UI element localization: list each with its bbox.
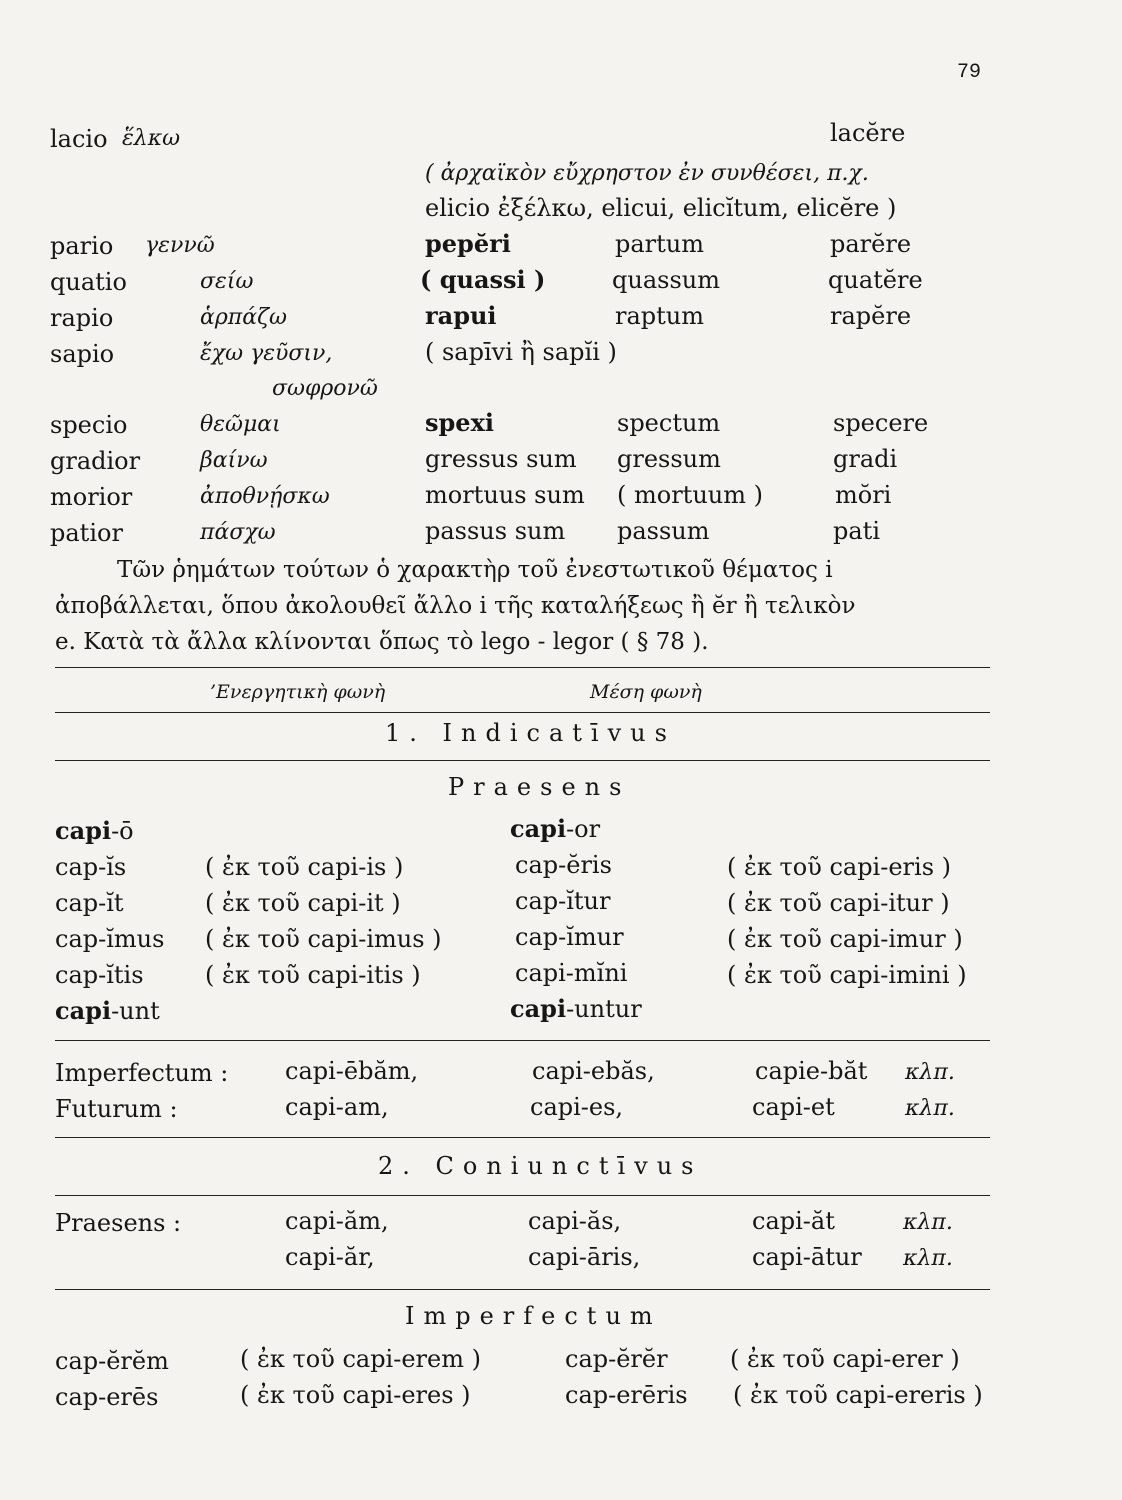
imperfectum-form: capi-ēbăm, bbox=[285, 1057, 419, 1085]
active-note: ( ἐκ τοῦ capi-imus ) bbox=[205, 925, 442, 953]
verb-infinitive: lacĕre bbox=[830, 119, 906, 147]
divider bbox=[55, 712, 990, 713]
verb-greek: βαίνω bbox=[200, 448, 268, 473]
active-note: ( ἐκ τοῦ capi-erem ) bbox=[240, 1345, 481, 1373]
verb-perfect: rapui bbox=[425, 301, 497, 330]
conj-form: capi-ăr, bbox=[285, 1243, 375, 1271]
passive-note: ( ἐκ τοῦ capi-ereris ) bbox=[733, 1381, 983, 1409]
verb-latin: pario bbox=[50, 232, 114, 260]
divider bbox=[55, 1289, 990, 1290]
active-form: cap-ĭmus bbox=[55, 925, 165, 953]
passive-form: cap-ĕris bbox=[515, 851, 612, 879]
verb-latin: sapio bbox=[50, 340, 115, 368]
etc-abbr: κλπ. bbox=[903, 1210, 953, 1235]
etc-abbr: κλπ. bbox=[905, 1060, 955, 1085]
verb-latin: rapio bbox=[50, 304, 114, 332]
passive-note: ( ἐκ τοῦ capi-itur ) bbox=[727, 889, 950, 917]
verb-perfect: ( quassi ) bbox=[420, 265, 546, 294]
active-form: cap-ĭt bbox=[55, 889, 124, 917]
verb-supine: quassum bbox=[612, 266, 720, 294]
verb-perfect: mortuus sum bbox=[425, 481, 585, 509]
tense-heading: Praesens bbox=[448, 773, 631, 801]
verb-perfect: ( sapīvi ἢ sapĭi ) bbox=[425, 338, 617, 366]
passive-note: ( ἐκ τοῦ capi-eris ) bbox=[727, 853, 952, 881]
divider bbox=[55, 1040, 990, 1041]
active-note: ( ἐκ τοῦ capi-is ) bbox=[205, 853, 404, 881]
conj-form: capi-ātur bbox=[752, 1243, 862, 1271]
verb-latin: morior bbox=[50, 483, 133, 511]
verb-perfect: pepĕri bbox=[425, 229, 511, 258]
verb-infinitive: pati bbox=[833, 517, 880, 545]
verb-greek: σείω bbox=[200, 269, 254, 294]
verb-latin: quatio bbox=[50, 268, 127, 296]
passive-form: cap-ĭtur bbox=[515, 887, 611, 915]
passive-note: ( ἐκ τοῦ capi-imini ) bbox=[727, 961, 967, 989]
verb-supine: partum bbox=[615, 230, 705, 258]
futurum-form: capi-am, bbox=[285, 1093, 389, 1121]
verb-infinitive: parĕre bbox=[830, 230, 912, 258]
verb-greek-cont: σωφρονῶ bbox=[272, 376, 378, 401]
verb-latin: specio bbox=[50, 411, 128, 439]
conj-form: capi-ăs, bbox=[528, 1207, 622, 1235]
verb-latin: gradior bbox=[50, 447, 141, 475]
active-form: cap-ĭtis bbox=[55, 961, 144, 989]
explanation-paragraph bbox=[55, 552, 990, 660]
verb-supine: spectum bbox=[617, 409, 721, 437]
passive-form: capi-or bbox=[510, 814, 601, 843]
passive-note: ( ἐκ τοῦ capi-erer ) bbox=[730, 1345, 960, 1373]
active-form: capi-unt bbox=[55, 996, 160, 1025]
futurum-label: Futurum : bbox=[55, 1095, 178, 1123]
verb-infinitive: mŏri bbox=[835, 481, 892, 509]
verb-perfect: spexi bbox=[425, 408, 494, 437]
divider bbox=[55, 1195, 990, 1196]
lacio-note-line2: elicio ἐξέλκω, elicui, elicĭtum, elicĕre ) bbox=[425, 194, 897, 222]
passive-voice-header: Μέση φωνὴ bbox=[590, 681, 702, 703]
active-voice-header: ’Ενεργητικὴ φωνὴ bbox=[210, 681, 386, 703]
verb-greek: θεῶμαι bbox=[200, 412, 281, 437]
verb-infinitive: rapĕre bbox=[830, 302, 912, 330]
active-note: ( ἐκ τοῦ capi-it ) bbox=[205, 889, 401, 917]
conj-imperfect-passive: cap-ĕrĕr bbox=[565, 1345, 668, 1373]
divider bbox=[55, 1137, 990, 1138]
verb-supine: ( mortuum ) bbox=[617, 481, 763, 509]
tense-heading: Imperfectum bbox=[405, 1302, 662, 1330]
imperfectum-form: capie-băt bbox=[755, 1057, 868, 1085]
conj-form: capi-ăm, bbox=[285, 1207, 389, 1235]
active-note: ( ἐκ τοῦ capi-eres ) bbox=[240, 1381, 471, 1409]
futurum-form: capi-es, bbox=[530, 1093, 624, 1121]
active-note: ( ἐκ τοῦ capi-itis ) bbox=[205, 961, 421, 989]
verb-perfect: gressus sum bbox=[425, 445, 577, 473]
verb-greek: γεννῶ bbox=[145, 233, 215, 258]
section-heading: 1. Indicatīvus bbox=[385, 719, 676, 747]
verb-supine: passum bbox=[617, 517, 710, 545]
conj-imperfect-active: cap-erēs bbox=[55, 1383, 159, 1411]
imperfectum-label: Imperfectum : bbox=[55, 1059, 229, 1087]
section-heading: 2. Coniunctīvus bbox=[378, 1152, 703, 1180]
divider bbox=[55, 760, 990, 761]
etc-abbr: κλπ. bbox=[905, 1096, 955, 1121]
passive-form: capi-untur bbox=[510, 994, 642, 1023]
verb-greek: πάσχω bbox=[200, 520, 276, 545]
passive-note: ( ἐκ τοῦ capi-imur ) bbox=[727, 925, 963, 953]
passive-form: capi-mĭni bbox=[515, 959, 628, 987]
conj-form: capi-āris, bbox=[528, 1243, 641, 1271]
verb-latin: patior bbox=[50, 519, 123, 547]
verb-greek: ἀποθνῄσκω bbox=[200, 484, 330, 509]
verb-greek: ἁρπάζω bbox=[200, 305, 287, 330]
praesens-label: Praesens : bbox=[55, 1209, 182, 1237]
verb-infinitive: quatĕre bbox=[828, 266, 923, 294]
verb-supine: gressum bbox=[617, 445, 721, 473]
lacio-note-line1: ( ἀρχαϊκὸν εὔχρηστον ἐν συνθέσει, π.χ. bbox=[425, 161, 869, 186]
paragraph-line: Τῶν ῥημάτων τούτων ὁ χαρακτὴρ τοῦ ἐνεστωτικοῦ θέματος i bbox=[117, 557, 833, 583]
verb-perfect: passus sum bbox=[425, 517, 566, 545]
verb-infinitive: specere bbox=[833, 409, 929, 437]
verb-greek: ἕλκω bbox=[122, 126, 181, 151]
imperfectum-form: capi-ebăs, bbox=[532, 1057, 655, 1085]
conj-imperfect-passive: cap-erēris bbox=[565, 1381, 688, 1409]
paragraph-line: e. Κατὰ τὰ ἄλλα κλίνονται ὅπως τὸ lego - legor ( § 78 ). bbox=[55, 629, 709, 655]
active-form: capi-ō bbox=[55, 816, 134, 845]
futurum-form: capi-et bbox=[752, 1093, 835, 1121]
conj-form: capi-ăt bbox=[752, 1207, 835, 1235]
active-form: cap-ĭs bbox=[55, 853, 127, 881]
divider bbox=[55, 667, 990, 668]
verb-greek: ἔχω γεῦσιν, bbox=[200, 341, 333, 366]
verb-supine: raptum bbox=[615, 302, 705, 330]
conj-imperfect-active: cap-ĕrĕm bbox=[55, 1347, 169, 1375]
etc-abbr: κλπ. bbox=[903, 1246, 953, 1271]
page-number: 79 bbox=[957, 61, 982, 84]
passive-form: cap-ĭmur bbox=[515, 923, 624, 951]
verb-infinitive: gradi bbox=[833, 445, 898, 473]
paragraph-line: ἀποβάλλεται, ὅπου ἀκολουθεῖ ἄλλο i τῆς καταλήξεως ἢ ĕr ἢ τελικὸν bbox=[55, 593, 856, 619]
verb-latin: lacio bbox=[50, 125, 108, 153]
